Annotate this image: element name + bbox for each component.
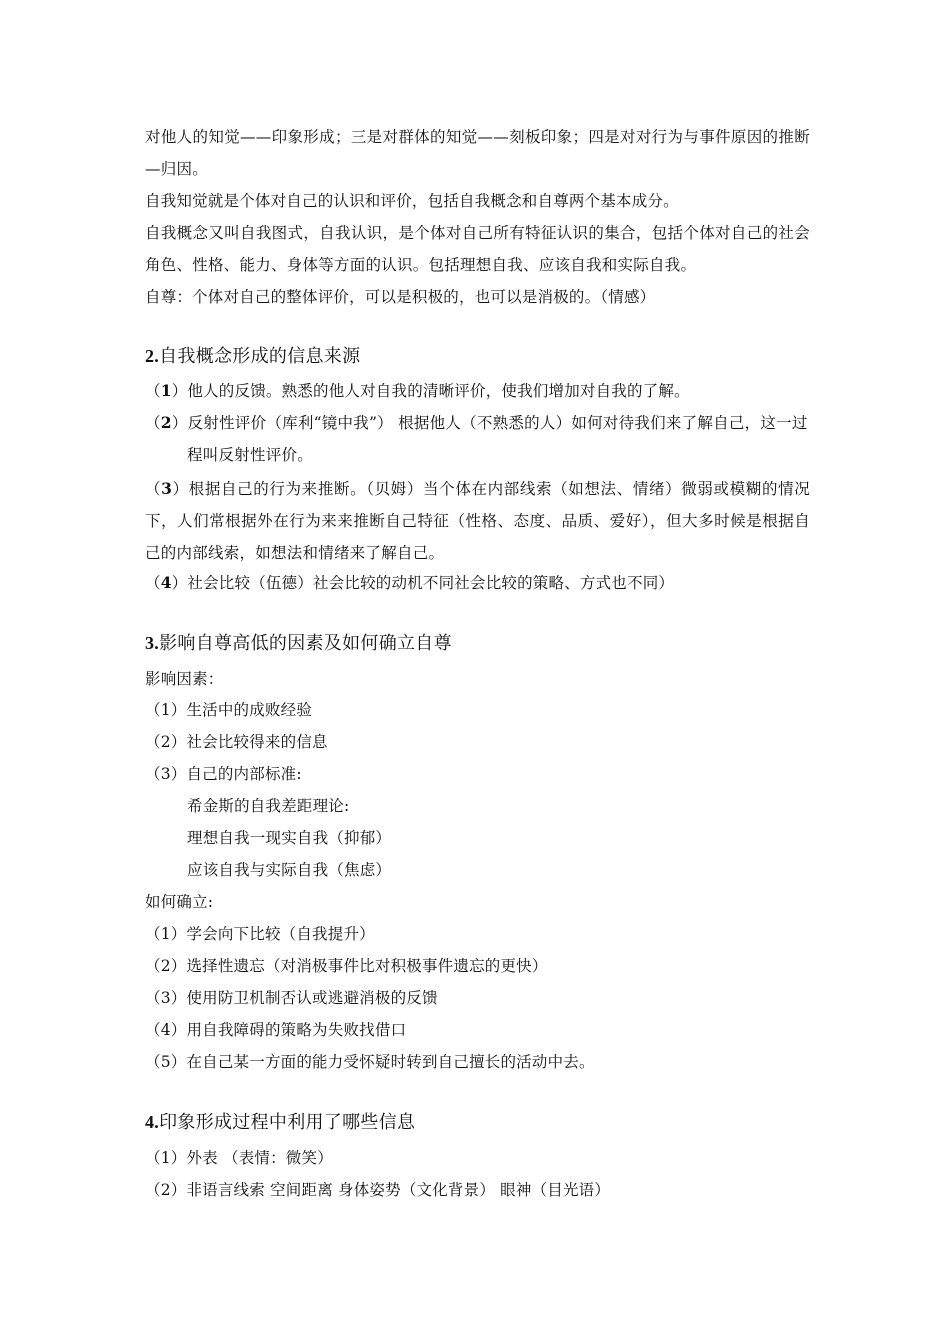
list-item: （1）他人的反馈。熟悉的他人对自我的清晰评价，使我们增加对自我的了解。	[145, 381, 690, 400]
list-item: （3）自己的内部标准:	[145, 765, 302, 783]
list-item: （2）选择性遗忘（对消极事件比对积极事件遗忘的更快）	[145, 957, 548, 975]
list-item: （4）社会比较（伍德）社会比较的动机不同社会比较的策略、方式也不同）	[145, 573, 675, 592]
sub-item: 应该自我与实际自我（焦虑）	[187, 861, 392, 879]
sub-item: 理想自我一现实自我（抑郁）	[187, 829, 392, 847]
how-label: 如何确立:	[145, 893, 214, 911]
section-number: 4.	[145, 1112, 160, 1132]
list-item: （2）反射性评价（库利“镜中我”） 根据他人（不熟悉的人）如何对待我们来了解自己，这一过程叫反射性评价。	[145, 413, 808, 464]
sub-item: 希金斯的自我差距理论:	[187, 797, 350, 815]
list-item: （1）外表 （表情：微笑）	[145, 1149, 333, 1167]
list-item: （2）社会比较得来的信息	[145, 733, 328, 751]
factors-label: 影响因素：	[145, 670, 224, 688]
list-item: （3）根据自己的行为来推断。（贝姆）当个体在内部线索（如想法、情绪）微弱或模糊的情况下，人们常根据外在行为来来推断自己特征（性格、态度、品质、爱好），但大多时候是根据自己的内部线索，如想法和情绪来了解自己。	[145, 479, 810, 562]
section-title: 印象形成过程中利用了哪些信息	[159, 1112, 416, 1133]
list-item: （4）用自我障碍的策略为失败找借口	[145, 1021, 407, 1039]
list-item: （2）非语言线索 空间距离 身体姿势（文化背景） 眼神（目光语）	[145, 1181, 611, 1199]
section-number: 2.	[145, 346, 160, 366]
intro-paragraph-self-perception: 自我知觉就是个体对自己的认识和评价，包括自我概念和自尊两个基本成分。	[145, 192, 679, 210]
section-heading-2	[145, 345, 360, 368]
list-item: （1）生活中的成败经验	[145, 701, 313, 719]
list-item: （5）在自己某一方面的能力受怀疑时转到自己擅长的活动中去。	[145, 1053, 595, 1071]
list-item: （3）使用防卫机制否认或逃避消极的反馈	[145, 989, 438, 1007]
section-title: 自我概念形成的信息来源	[159, 346, 361, 367]
section-heading-4	[145, 1111, 415, 1134]
section-heading-3	[145, 632, 452, 655]
list-item: （1）学会向下比较（自我提升）	[145, 925, 375, 943]
section-title: 影响自尊高低的因素及如何确立自尊	[159, 633, 452, 654]
section-number: 3.	[145, 633, 160, 653]
intro-paragraph-self-concept: 自我概念又叫自我图式，自我认识，是个体对自己所有特征认识的集合，包括个体对自己的社会角色、性格、能力、身体等方面的认识。包括理想自我、应该自我和实际自我。	[145, 224, 810, 274]
intro-paragraph-self-esteem: 自尊：个体对自己的整体评价，可以是积极的，也可以是消极的。（情感）	[145, 288, 656, 306]
intro-paragraph-perception: 对他人的知觉——印象形成；三是对群体的知觉——刻板印象；四是对对行为与事件原因的推断—归因。	[145, 128, 810, 178]
